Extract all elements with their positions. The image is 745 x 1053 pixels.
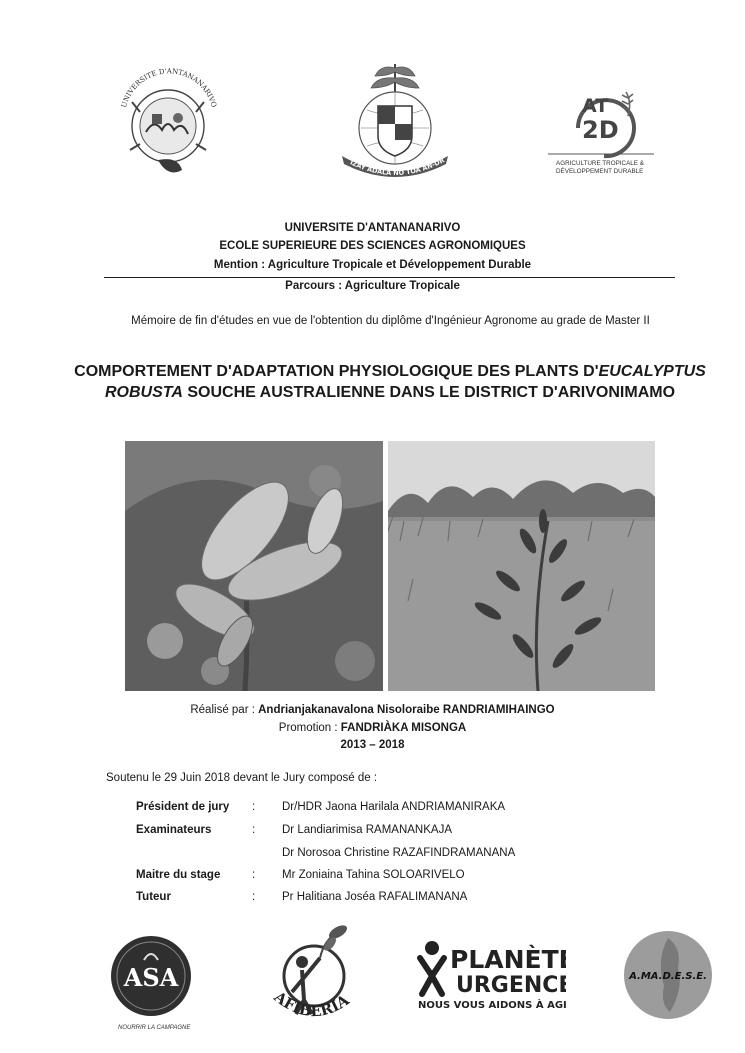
madagascar-coat-of-arms-icon	[336, 58, 454, 178]
jury-role-tuteur: Tuteur	[136, 891, 171, 903]
title-part-1: COMPORTEMENT D'ADAPTATION PHYSIOLOGIQUE DES PLANTS D'	[74, 363, 599, 380]
asa-mark: ASA	[123, 963, 179, 992]
jury-name-maitre: Mr Zoniaina Tahina SOLOARIVELO	[282, 869, 465, 881]
svg-text:AT: AT	[582, 95, 609, 117]
jury-colon: :	[252, 824, 256, 836]
jury-name-examinateur-1: Dr Landiarimisa RAMANANKAJA	[282, 824, 452, 836]
title-species: EUCALYPTUS ROBUSTA	[104, 363, 706, 401]
seal-motto: IZAY ADALA NO TOA AN-DR	[348, 156, 446, 178]
author-name: Andrianjakanavalona Nisoloraibe RANDRIAMIHAINGO	[258, 704, 555, 716]
school-name: ECOLE SUPERIEURE DES SCIENCES AGRONOMIQUES	[219, 240, 526, 252]
at2d-caption-line1: AGRICULTURE TROPICALE &	[556, 160, 644, 167]
photo-seedling-closeup	[125, 441, 383, 691]
jury-colon: :	[252, 869, 256, 881]
author-label: Réalisé par :	[190, 704, 259, 716]
jury-role-president: Président de jury	[136, 801, 230, 813]
photo-field-eucalyptus	[388, 441, 655, 691]
asa-tagline: NOURRIR LA CAMPAGNE	[118, 1025, 191, 1031]
seal-arc-text: UNIVERSITE D'ANTANANARIVO	[120, 67, 218, 109]
university-name: UNIVERSITE D'ANTANANARIVO	[284, 222, 461, 234]
author-line	[0, 704, 745, 716]
promotion-years: 2013 – 2018	[340, 739, 405, 751]
at2d-caption	[556, 160, 644, 176]
planete-line-3: NOUS VOUS AIDONS À AGIR	[418, 1000, 566, 1011]
at2d-logo-icon	[548, 68, 658, 180]
planete-line-1: PLANÈTE	[450, 945, 566, 974]
jury-name-tuteur: Pr Halitiana Joséa RAFALIMANANA	[282, 891, 468, 903]
title-part-2: SOUCHE AUSTRALIENNE DANS LE DISTRICT D'ARIVONIMAMO	[182, 384, 676, 401]
afiberia-logo-icon	[262, 918, 362, 1030]
ess-agronomie-seal-icon	[112, 62, 224, 188]
svg-text:2D: 2D	[582, 116, 619, 144]
jury-colon: :	[252, 891, 256, 903]
planete-line-2: URGENCE	[456, 973, 566, 998]
promotion-name: FANDRIÀKA MISONGA	[340, 722, 467, 734]
header-divider	[104, 277, 675, 278]
thesis-title	[60, 361, 720, 403]
jury-name-president: Dr/HDR Jaona Harilala ANDRIAMANIRAKA	[282, 801, 506, 813]
defense-statement: Soutenu le 29 Juin 2018 devant le Jury composé de :	[106, 772, 378, 784]
mention: Mention : Agriculture Tropicale et Développement Durable	[213, 259, 532, 271]
planete-urgence-logo-icon	[416, 938, 566, 1012]
asa-logo-icon	[106, 930, 196, 1038]
promotion-line	[0, 722, 745, 734]
at2d-caption-line2: DÉVELOPPEMENT DURABLE	[556, 168, 644, 175]
jury-colon: :	[252, 801, 256, 813]
afiberia-mark: AFIBERIA	[270, 987, 353, 1021]
memoire-description: Mémoire de fin d'études en vue de l'obtention du diplôme d'Ingénieur Agronome au grade de Master II	[131, 315, 650, 327]
jury-name-examinateur-2: Dr Norosoa Christine RAZAFINDRAMANANA	[282, 847, 516, 859]
promotion-label: Promotion :	[278, 722, 341, 734]
amadese-logo-icon	[622, 928, 714, 1022]
amadese-mark: A.MA.D.E.S.E.	[629, 971, 707, 982]
jury-role-maitre: Maitre du stage	[136, 869, 221, 881]
jury-role-examinateurs: Examinateurs	[136, 824, 212, 836]
parcours: Parcours : Agriculture Tropicale	[285, 280, 460, 292]
